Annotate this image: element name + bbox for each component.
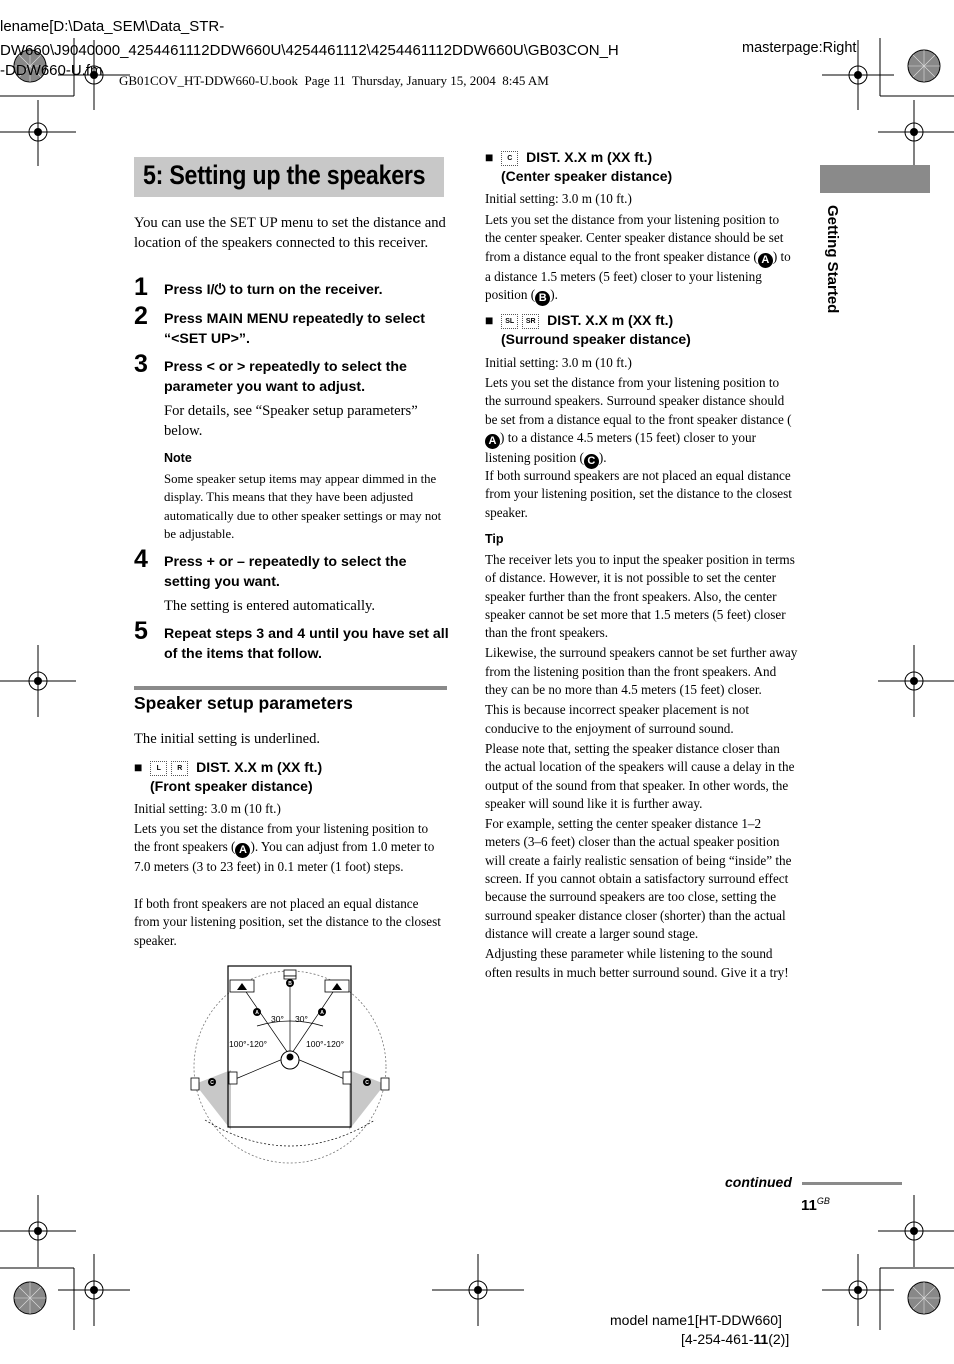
angle-surround-left: 100°-120° bbox=[229, 1039, 267, 1049]
front-param-subtitle: (Front speaker distance) bbox=[150, 778, 313, 794]
surround-left-speaker-icon: SL bbox=[501, 314, 518, 329]
step-3-text: Press < or > repeatedly to select the parameter you want to adjust. bbox=[164, 359, 407, 395]
filename-line-1: lename[D:\Data_SEM\Data_STR- bbox=[0, 18, 225, 35]
filename-line-2: DW660\J9040000_4254461112DDW660U\4254461112\4254461112DDW660U\GB03CON_H bbox=[0, 42, 619, 59]
position-a-mark: A bbox=[758, 253, 773, 268]
page-number-value: 11 bbox=[801, 1197, 817, 1214]
front-desc bbox=[134, 820, 446, 877]
tip-paragraph: The receiver lets you to input the speaker position in terms of distance. However, it is not possible to set the center speaker further than the front speakers. Also, the center speaker cannot be set more that 1.5 meters (5 feet) closer than the front speakers. bbox=[485, 552, 795, 641]
step-2-number: 2 bbox=[134, 302, 148, 330]
speaker-placement-diagram bbox=[185, 962, 395, 1172]
center-desc-b: ) to a distance 1.5 meters (5 feet) closer to your listening position ( bbox=[485, 248, 791, 302]
model-name: model name1[HT-DDW660] bbox=[610, 1312, 782, 1328]
surround-param-head bbox=[485, 311, 800, 349]
angle-front-left: 30° bbox=[271, 1014, 284, 1024]
center-initial: Initial setting: 3.0 m (10 ft.) bbox=[485, 191, 632, 206]
diagram-label-a-right: A bbox=[320, 1010, 324, 1016]
bullet-square: ■ bbox=[485, 149, 498, 165]
surround-desc2: If both surround speakers are not placed an equal distance from your listening position, set the distance to the closest speaker. bbox=[485, 468, 792, 520]
step-2-text: Press MAIN MENU repeatedly to select “<SET UP>”. bbox=[164, 311, 425, 347]
center-param-head bbox=[485, 148, 800, 186]
params-rule bbox=[134, 686, 447, 690]
front-initial: Initial setting: 3.0 m (10 ft.) bbox=[134, 801, 281, 816]
surround-desc-b: ) to a distance 4.5 meters (15 feet) closer to your listening position ( bbox=[485, 429, 756, 465]
section-title: 5: Setting up the speakers bbox=[143, 160, 426, 190]
center-desc bbox=[485, 211, 798, 306]
note-title: Note bbox=[164, 451, 192, 465]
step-3-number: 3 bbox=[134, 350, 148, 378]
center-param-subtitle: (Center speaker distance) bbox=[501, 168, 673, 184]
page-number bbox=[801, 1196, 830, 1214]
front-param-head bbox=[134, 758, 449, 796]
surround-desc-a: Lets you set the distance from your listening position to the surround speakers. Surround speaker distance should be set from a distance equal to the front speaker distance ( bbox=[485, 375, 792, 427]
page-number-suffix: GB bbox=[816, 1196, 830, 1206]
surround-desc bbox=[485, 374, 798, 469]
part-code-page: 11 bbox=[753, 1331, 769, 1347]
step-1-number: 1 bbox=[134, 273, 148, 301]
center-desc-c: ). bbox=[550, 286, 558, 302]
side-tab-bar bbox=[820, 165, 930, 193]
tip-paragraph: Please note that, setting the speaker distance closer than the actual location of the speakers will cause a delay in the output of the sound from that speaker. In other words, the speaker will sound like it is further away. bbox=[485, 740, 795, 811]
note-text: Some speaker setup items may appear dimmed in the display. This means that they have been adjusted automatically due to other speaker settings or may not be adjustable. bbox=[164, 472, 442, 541]
step-5-text: Repeat steps 3 and 4 until you have set all of the items that follow. bbox=[164, 626, 449, 662]
side-tab-label: Getting Started bbox=[824, 205, 841, 314]
tip-paragraph: This is because incorrect speaker placement is not conducive to the enjoyment of surround sound. bbox=[485, 702, 750, 736]
center-speaker-icon: C bbox=[501, 151, 518, 166]
surround-initial: Initial setting: 3.0 m (10 ft.) bbox=[485, 355, 632, 370]
surround-param-subtitle: (Surround speaker distance) bbox=[501, 331, 691, 347]
surround-param-title: DIST. X.X m (XX ft.) bbox=[547, 312, 674, 328]
front-right-speaker-icon: R bbox=[171, 761, 188, 776]
step-4-detail: The setting is entered automatically. bbox=[164, 598, 375, 614]
position-b-mark: B bbox=[535, 291, 550, 306]
position-a-mark: A bbox=[485, 434, 500, 449]
tip-paragraph: For example, setting the center speaker distance 1–2 meters (3–6 feet) closer than the actual speaker position will create a fairly realistic sensation of being “inside” the screen. If you cannot obtain a satisfactory surround effect because the surround speakers are too close, setting the surround speaker distance closer (shorter) than the actual distance will create a larger sound stage. bbox=[485, 816, 792, 941]
front-desc-a: Lets you set the distance from your listening position to the front speakers ( bbox=[134, 821, 429, 855]
front-desc-b: ). You can adjust from 1.0 meter to 7.0 meters (3 to 23 feet) in 0.1 meter (1 foot) steps. bbox=[134, 839, 435, 875]
step-4-number: 4 bbox=[134, 545, 148, 573]
position-c-mark: C bbox=[584, 454, 599, 469]
bullet-square: ■ bbox=[485, 312, 498, 328]
center-desc-a: Lets you set the distance from your listening position to the center speaker. Center speaker distance should be set from a distance equal to the front speaker distance ( bbox=[485, 212, 784, 264]
step-3-detail: For details, see “Speaker setup parameters” below. bbox=[164, 403, 418, 439]
continued-label: continued bbox=[725, 1174, 792, 1190]
step-5-number: 5 bbox=[134, 617, 148, 645]
tip-title: Tip bbox=[485, 532, 504, 546]
filename-line-3: -DDW660-U.fm bbox=[0, 62, 103, 79]
step-4-text: Press + or – repeatedly to select the setting you want. bbox=[164, 554, 407, 590]
part-code-prefix: [4-254-461- bbox=[681, 1331, 754, 1347]
params-title: Speaker setup parameters bbox=[134, 693, 353, 713]
surround-desc-c: ). bbox=[598, 449, 607, 465]
diagram-label-c-left: C bbox=[210, 1080, 214, 1086]
step-1-text: Press I/⏻ to turn on the receiver. bbox=[164, 282, 383, 298]
front-desc2: If both front speakers are not placed an equal distance from your listening position, set the distance to the closest speaker. bbox=[134, 896, 441, 948]
continued-rule bbox=[802, 1182, 902, 1185]
front-left-speaker-icon: L bbox=[150, 761, 167, 776]
tip-body bbox=[485, 551, 798, 982]
part-code-suffix: (2)] bbox=[768, 1331, 790, 1347]
params-intro: The initial setting is underlined. bbox=[134, 731, 321, 747]
tip-paragraph: Adjusting these parameter while listening to the sound often results in much better surround sound. Give it a try! bbox=[485, 946, 789, 980]
masterpage-label: masterpage:Right bbox=[742, 40, 857, 56]
surround-right-speaker-icon: SR bbox=[522, 314, 539, 329]
diagram-label-c-right: C bbox=[365, 1080, 369, 1086]
angle-front-right: 30° bbox=[295, 1014, 308, 1024]
diagram-label-a-left: A bbox=[255, 1010, 259, 1016]
angle-surround-right: 100°-120° bbox=[306, 1039, 344, 1049]
front-param-title: DIST. X.X m (XX ft.) bbox=[196, 759, 323, 775]
tip-paragraph: Likewise, the surround speakers cannot be set further away from the listening position than the front speakers. And they can be no more than 4.5 meters (15 feet) closer. bbox=[485, 645, 798, 698]
section-intro: You can use the SET UP menu to set the distance and location of the speakers connected to this receiver. bbox=[134, 215, 446, 251]
book-info: GB01COV_HT-DDW660-U.book Page 11 Thursday, January 15, 2004 8:45 AM bbox=[119, 73, 549, 88]
position-a-mark: A bbox=[235, 843, 250, 858]
section-title-box bbox=[134, 157, 444, 197]
bullet-square: ■ bbox=[134, 759, 147, 775]
diagram-label-b: B bbox=[288, 981, 292, 987]
center-param-title: DIST. X.X m (XX ft.) bbox=[526, 149, 653, 165]
part-code bbox=[681, 1331, 789, 1347]
